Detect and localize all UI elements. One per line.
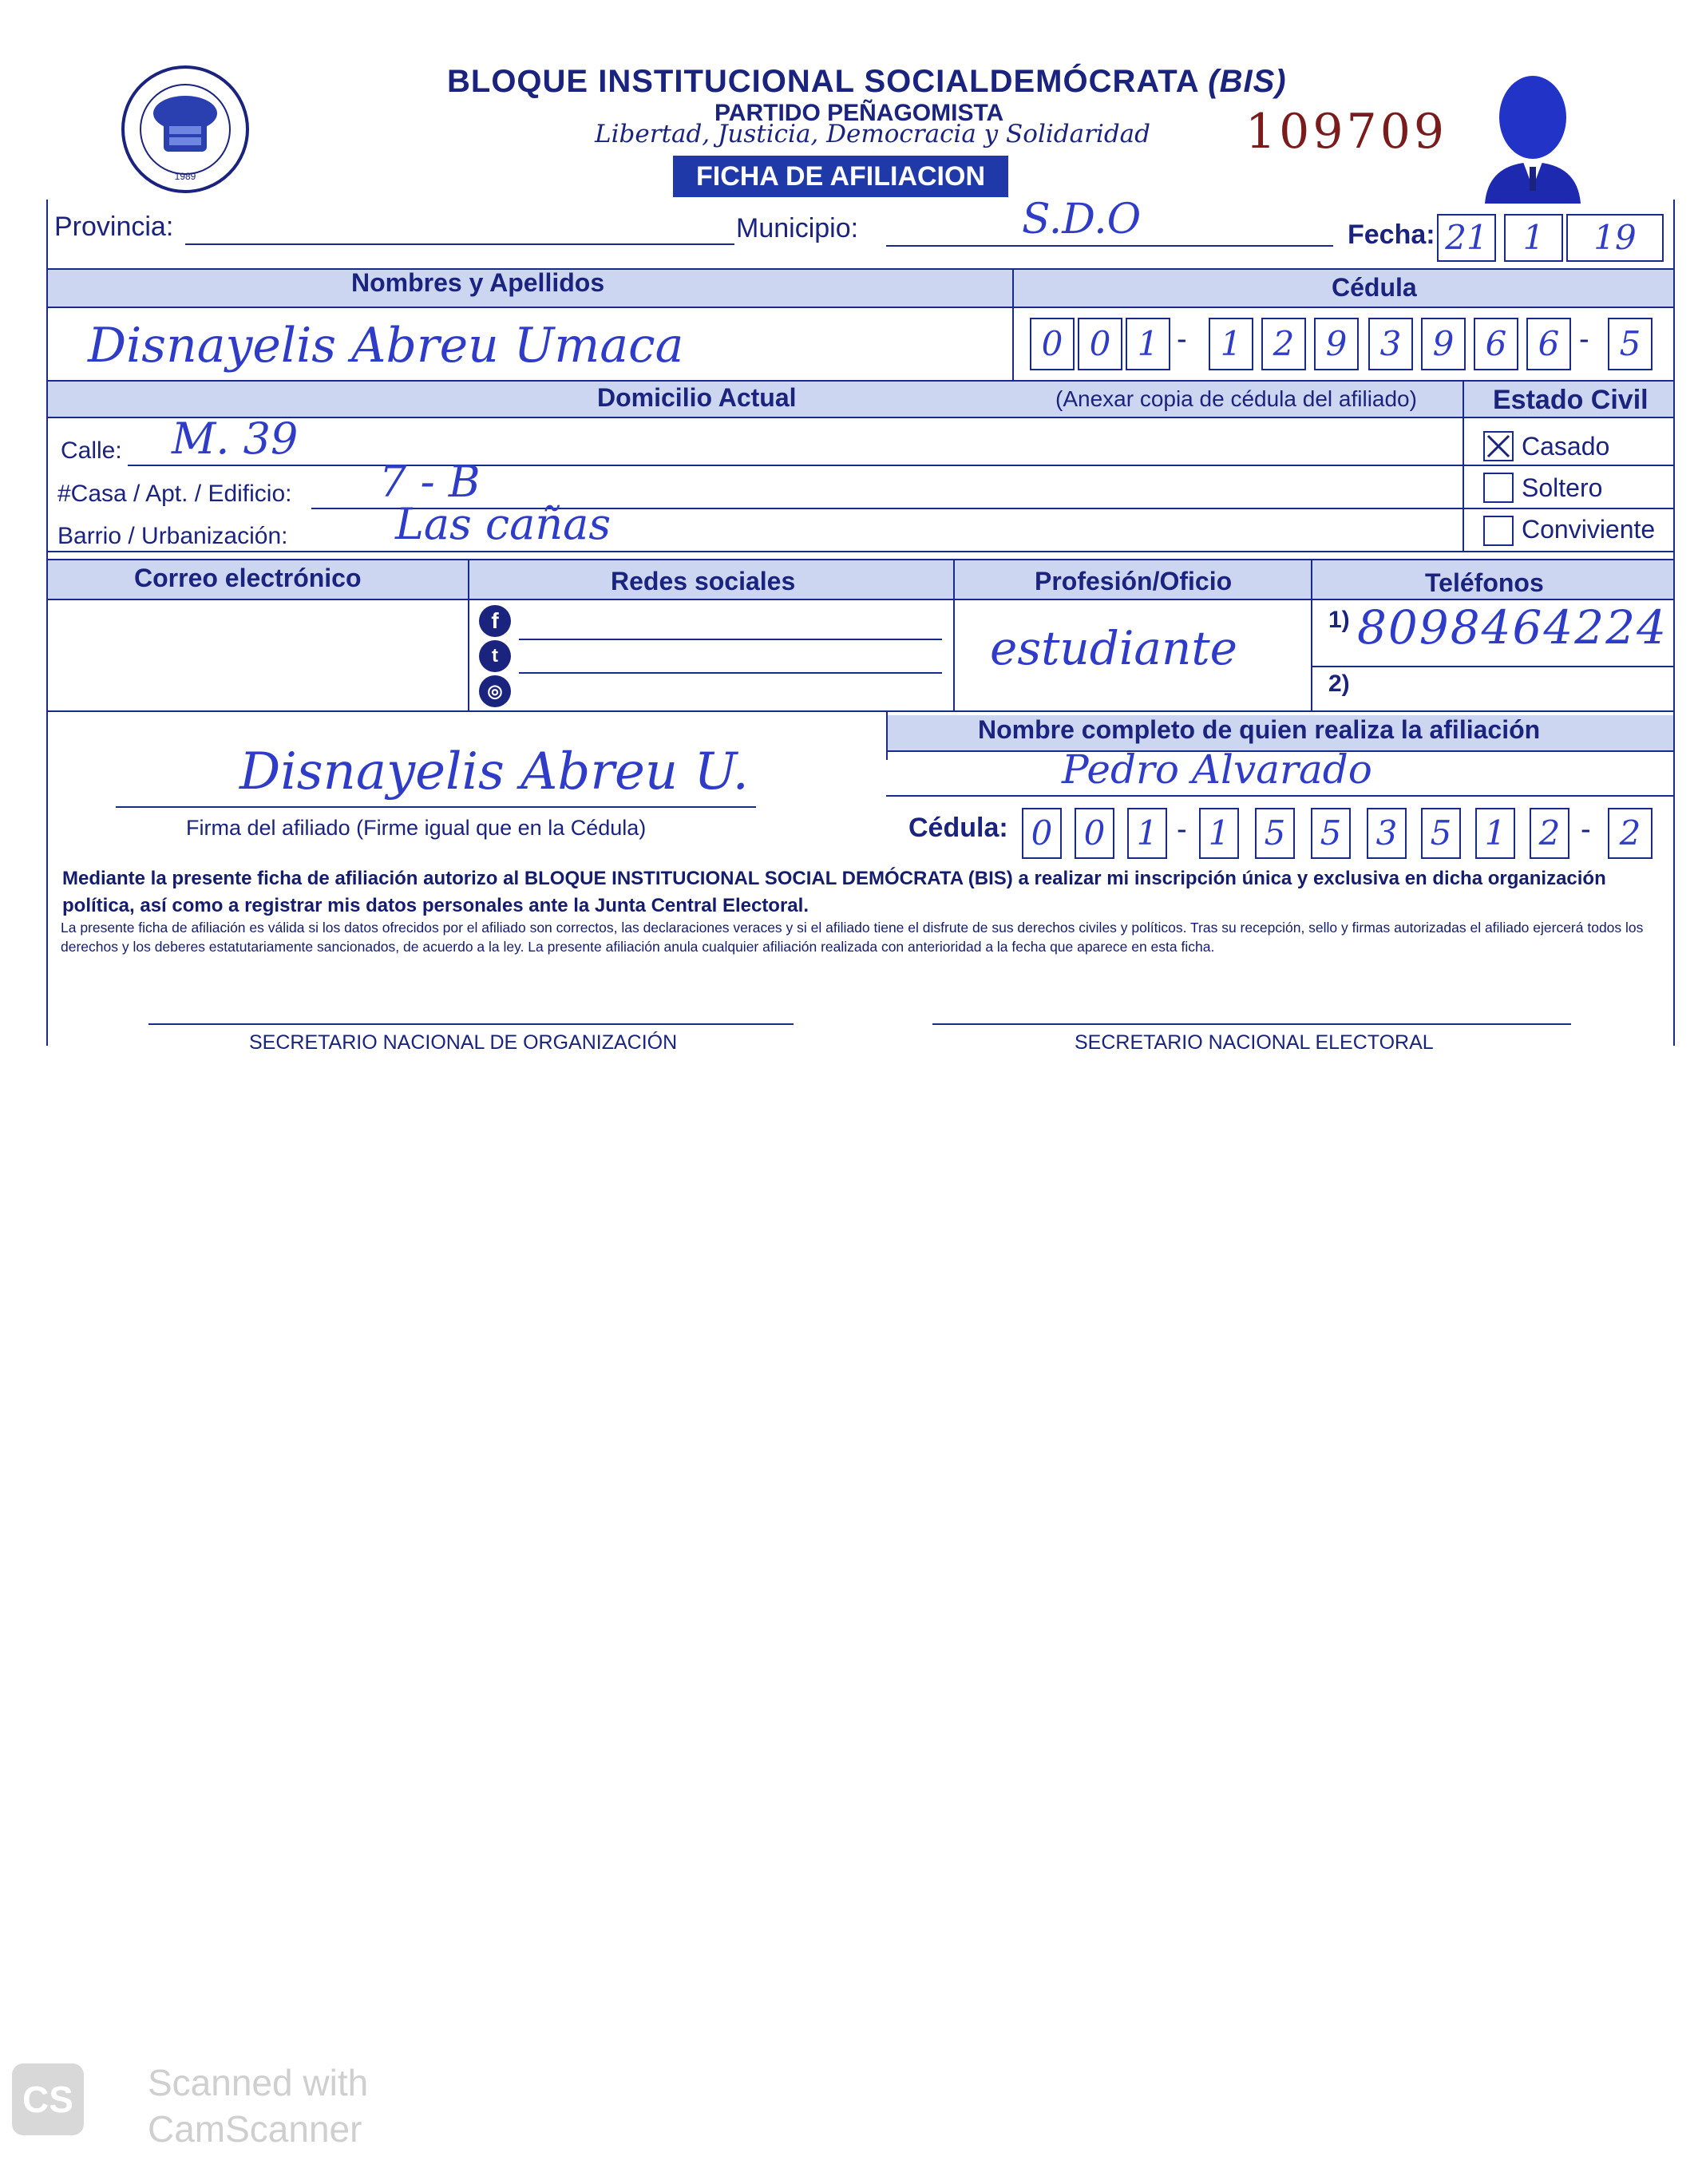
svg-text:CS: CS — [22, 2079, 73, 2120]
left-signature-line — [148, 1023, 794, 1025]
casa-value[interactable]: 7 - B — [379, 457, 481, 507]
form-title: FICHA DE AFILIACION — [673, 156, 1008, 197]
signature-line — [116, 806, 756, 808]
affiliate-signature[interactable]: Disnayelis Abreu U. — [239, 742, 749, 801]
fecha-month-box[interactable]: 1 — [1504, 214, 1563, 262]
contact-bottom-line — [48, 710, 1673, 712]
contact-divider — [953, 560, 955, 712]
watermark-line1: Scanned with — [148, 2062, 369, 2103]
party-motto: Libertad, Justicia, Democracia y Solidaridad — [595, 120, 1151, 148]
tel-divider — [1312, 666, 1673, 667]
validity-text: La presente ficha de afiliación es válida si los datos ofrecidos por el afiliado son correctos, las declaraciones veraces y si el afiliado tiene el disfrute de sus derechos civiles y políticos. Tras su recepción, sello y firmas autorizadas el afiliado ejercerá todos los derechos y los deberes estatutariamente sancionados, de acuerdo a la ley. La presente afiliación anula cualquier afiliación realizada con anterioridad a la fecha que aparece en esta ficha. — [61, 920, 1644, 955]
estado-civil-divider — [1463, 382, 1464, 552]
profesion-header: Profesión/Oficio — [1035, 567, 1233, 595]
anexar-note: (Anexar copia de cédula del afiliado) — [1055, 386, 1417, 411]
domicilio-header: Domicilio Actual — [597, 383, 797, 412]
checkmark-x-icon — [1485, 433, 1512, 460]
affiliator-left-border — [886, 712, 888, 760]
calle-line — [128, 465, 1463, 466]
municipio-label: Municipio: — [736, 213, 859, 243]
affiliator-cedula-digit[interactable]: 2 — [1530, 808, 1569, 859]
estado-civil-row-line — [1464, 465, 1673, 466]
address-band-top — [48, 380, 1673, 382]
names-cedula-divider — [1012, 270, 1014, 380]
band-top-line — [48, 268, 1673, 270]
fecha-day-box[interactable]: 21 — [1437, 214, 1496, 262]
affiliator-cedula-digit[interactable]: 0 — [1022, 808, 1062, 859]
contact-divider — [468, 560, 469, 712]
twitter-icon: t — [479, 640, 511, 672]
contact-band-top — [48, 559, 1673, 560]
party-logo — [120, 64, 251, 196]
form-left-border — [46, 200, 48, 1046]
facebook-line[interactable] — [519, 639, 942, 640]
estado-civil-row-line — [1464, 508, 1673, 509]
municipio-line — [886, 245, 1333, 247]
facebook-icon: f — [479, 605, 511, 637]
firma-label: Firma del afiliado (Firme igual que en la Cédula) — [186, 816, 647, 840]
affiliator-header: Nombre completo de quien realiza la afiliación — [978, 715, 1541, 744]
fecha-year-box[interactable]: 19 — [1566, 214, 1664, 262]
municipio-value[interactable]: S.D.O — [1022, 196, 1142, 243]
cedula-digit[interactable]: 9 — [1314, 318, 1359, 370]
conviviente-checkbox[interactable] — [1483, 516, 1514, 546]
affiliator-cedula-digit[interactable]: 5 — [1311, 808, 1351, 859]
cedula-digit[interactable]: 6 — [1526, 318, 1571, 370]
band-bottom-line — [48, 307, 1673, 308]
fecha-label: Fecha: — [1348, 220, 1435, 250]
redes-header: Redes sociales — [611, 567, 796, 595]
cedula-digit[interactable]: 3 — [1368, 318, 1413, 370]
profesion-value[interactable]: estudiante — [990, 621, 1237, 675]
casado-checkbox[interactable] — [1483, 431, 1514, 461]
affiliator-cedula-digit[interactable]: 2 — [1608, 808, 1653, 859]
affiliator-cedula-digit[interactable]: 1 — [1127, 808, 1167, 859]
cedula-digit[interactable]: 0 — [1078, 318, 1122, 370]
affiliator-cedula-dash: - — [1177, 813, 1187, 846]
calle-value[interactable]: M. 39 — [172, 413, 299, 464]
title-bis: (BIS) — [1208, 64, 1287, 99]
affiliator-cedula-digit[interactable]: 5 — [1421, 808, 1461, 859]
address-bottom-line — [48, 551, 1673, 552]
cedula-digit[interactable]: 6 — [1474, 318, 1518, 370]
affiliator-cedula-digit[interactable]: 3 — [1367, 808, 1407, 859]
soltero-checkbox[interactable] — [1483, 473, 1514, 503]
provincia-line — [185, 243, 734, 245]
instagram-icon: ◎ — [479, 675, 511, 707]
affiliator-cedula-label: Cédula: — [908, 813, 1008, 843]
title-main: BLOQUE INSTITUCIONAL SOCIALDEMÓCRATA — [447, 64, 1199, 99]
barrio-label: Barrio / Urbanización: — [57, 523, 288, 549]
provincia-label: Provincia: — [54, 212, 174, 242]
names-band — [48, 270, 1673, 307]
watermark-line2: CamScanner — [148, 2108, 362, 2150]
affiliator-cedula-digit[interactable]: 1 — [1199, 808, 1239, 859]
authorization-text: Mediante la presente ficha de afiliación autorizo al BLOQUE INSTITUCIONAL SOCIAL DEMÓCRATA (BIS) a realizar mi inscripción única y exclusiva en dicha organización política, así como a registrar mis datos personales ante la Junta Central Electoral. — [62, 868, 1606, 916]
soltero-label: Soltero — [1522, 473, 1603, 502]
contact-divider — [1311, 560, 1312, 712]
telefonos-header: Teléfonos — [1425, 568, 1544, 597]
address-band — [48, 382, 1673, 417]
affiliator-cedula-digit[interactable]: 5 — [1255, 808, 1295, 859]
calle-label: Calle: — [61, 437, 122, 464]
casa-label: #Casa / Apt. / Edificio: — [57, 481, 292, 507]
affiliator-name-line — [886, 795, 1673, 797]
secretario-organizacion: SECRETARIO NACIONAL DE ORGANIZACIÓN — [249, 1031, 678, 1054]
affiliator-name-value[interactable]: Pedro Alvarado — [1062, 746, 1372, 793]
cedula-digit[interactable]: 9 — [1421, 318, 1466, 370]
casado-label: Casado — [1522, 432, 1610, 461]
cedula-header: Cédula — [1332, 273, 1417, 302]
tel1-value[interactable]: 8098464224 — [1357, 600, 1668, 655]
full-name-value[interactable]: Disnayelis Abreu Umaca — [88, 318, 684, 374]
barrio-value[interactable]: Las cañas — [395, 499, 612, 549]
email-header: Correo electrónico — [134, 564, 362, 592]
secretario-electoral: SECRETARIO NACIONAL ELECTORAL — [1075, 1031, 1434, 1054]
serial-number: 109709 — [1245, 104, 1448, 160]
affiliator-cedula-dash: - — [1581, 813, 1591, 846]
party-subtitle: PARTIDO PEÑAGOMISTA — [714, 100, 1004, 126]
right-signature-line — [932, 1023, 1571, 1025]
names-header: Nombres y Apellidos — [351, 268, 605, 297]
leader-portrait — [1477, 68, 1589, 204]
camscanner-logo-icon — [8, 2059, 88, 2139]
organization-title — [447, 64, 1287, 100]
affiliator-cedula-digit[interactable]: 1 — [1475, 808, 1515, 859]
cedula-dash: - — [1177, 322, 1187, 356]
cedula-digit[interactable]: 1 — [1126, 318, 1170, 370]
cedula-digit[interactable]: 5 — [1608, 318, 1653, 370]
affiliator-cedula-digit[interactable]: 0 — [1075, 808, 1114, 859]
logo-year: 1989 — [174, 171, 196, 182]
cedula-digit[interactable]: 1 — [1209, 318, 1253, 370]
conviviente-label: Conviviente — [1522, 515, 1656, 544]
cedula-digit[interactable]: 0 — [1030, 318, 1075, 370]
cedula-digit[interactable]: 2 — [1261, 318, 1306, 370]
cedula-dash: - — [1579, 322, 1589, 356]
twitter-line[interactable] — [519, 672, 942, 674]
tel2-label: 2) — [1328, 671, 1350, 697]
estado-civil-header: Estado Civil — [1493, 385, 1649, 415]
tel1-label: 1) — [1328, 607, 1350, 633]
